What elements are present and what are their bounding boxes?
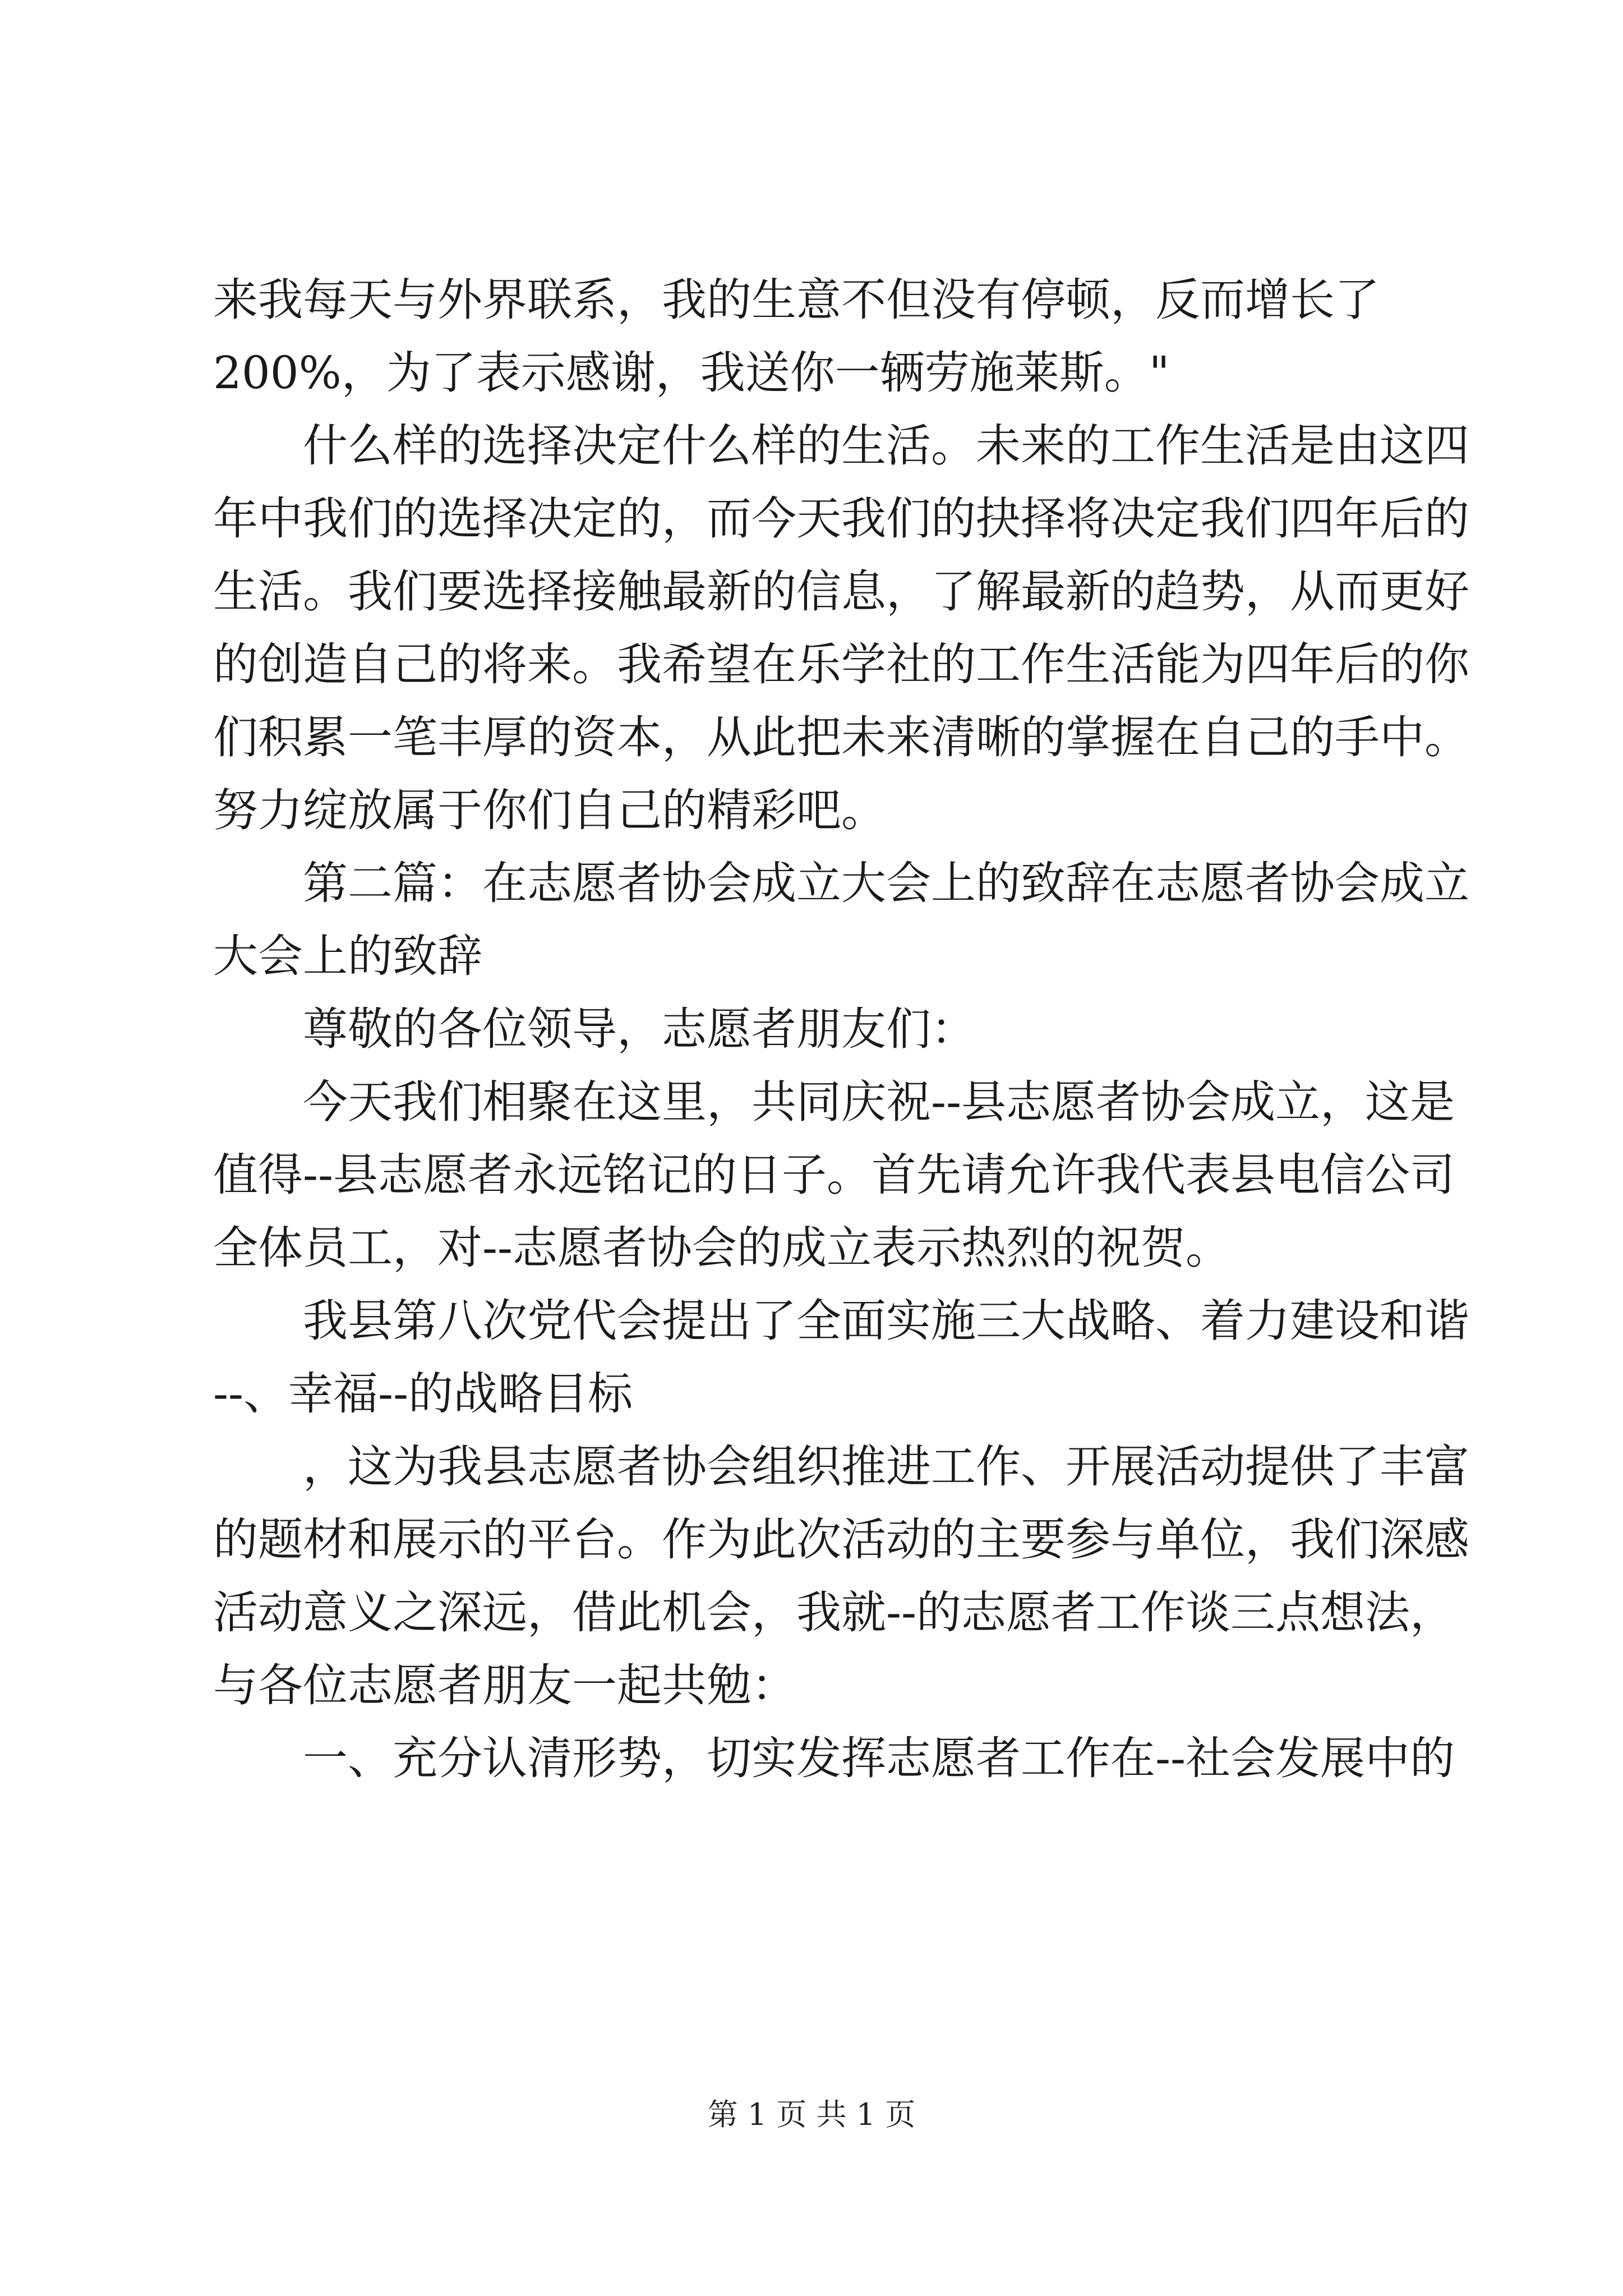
text-line: 的题材和展示的平台。作为此次活动的主要参与单位，我们深感 — [213, 1513, 1469, 1566]
text-line: 全体员工，对--志愿者协会的成立表示热烈的祝贺。 — [213, 1222, 1231, 1274]
text-line: 来我每天与外界联系，我的生意不但没有停顿，反而增长了 — [213, 274, 1380, 326]
page-footer — [0, 2095, 1623, 2134]
text-line: 200%，为了表示感谢，我送你一辆劳施莱斯。" — [213, 347, 1170, 399]
section-heading-paragraph — [213, 847, 1469, 993]
text-line: 努力绽放属于你们自己的精彩吧。 — [213, 784, 886, 836]
paragraph-7 — [213, 1430, 1469, 1722]
text-line: 什么样的选择决定什么样的生活。未来的工作生活是由这四 — [303, 420, 1469, 472]
text-line: 年中我们的选择决定的，而今天我们的抉择将决定我们四年后的 — [213, 493, 1469, 545]
text-line: 们积累一笔丰厚的资本，从此把未来清晰的掌握在自己的手中。 — [213, 711, 1469, 763]
document-body — [213, 264, 1469, 1795]
text-line: 我县第八次党代会提出了全面实施三大战略、着力建设和谐 — [303, 1295, 1469, 1347]
text-line: 与各位志愿者朋友一起共勉： — [213, 1659, 796, 1711]
text-line: 活动意义之深远，借此机会，我就--的志愿者工作谈三点想法， — [213, 1586, 1455, 1639]
paragraph-5 — [213, 1066, 1455, 1285]
text-line: 的创造自己的将来。我希望在乐学社的工作生活能为四年后的你 — [213, 638, 1469, 691]
text-line: --、幸福--的战略目标 — [213, 1368, 633, 1420]
text-line: 值得--县志愿者永远铭记的日子。首先请允许我代表县电信公司 — [213, 1149, 1455, 1201]
paragraph-8 — [213, 1722, 1455, 1795]
text-line: 生活。我们要选择接触最新的信息，了解最新的趋势，从而更好 — [213, 565, 1469, 618]
salutation-paragraph — [213, 993, 1413, 1066]
paragraph-6 — [213, 1285, 1469, 1430]
text-line: 一、充分认清形势，切实发挥志愿者工作在--社会发展中的 — [303, 1732, 1455, 1784]
paragraph-1 — [213, 264, 1413, 409]
text-line: ，这为我县志愿者协会组织推进工作、开展活动提供了丰富 — [303, 1441, 1469, 1493]
text-line: 大会上的致辞 — [213, 930, 482, 982]
page-number-label: 第 1 页 共 1 页 — [707, 2097, 916, 2132]
paragraph-2 — [213, 409, 1469, 847]
text-line: 今天我们相聚在这里，共同庆祝--县志愿者协会成立，这是 — [303, 1076, 1455, 1128]
text-line: 尊敬的各位领导，志愿者朋友们： — [303, 1003, 976, 1055]
text-line: 第二篇：在志愿者协会成立大会上的致辞在志愿者协会成立 — [303, 857, 1469, 909]
